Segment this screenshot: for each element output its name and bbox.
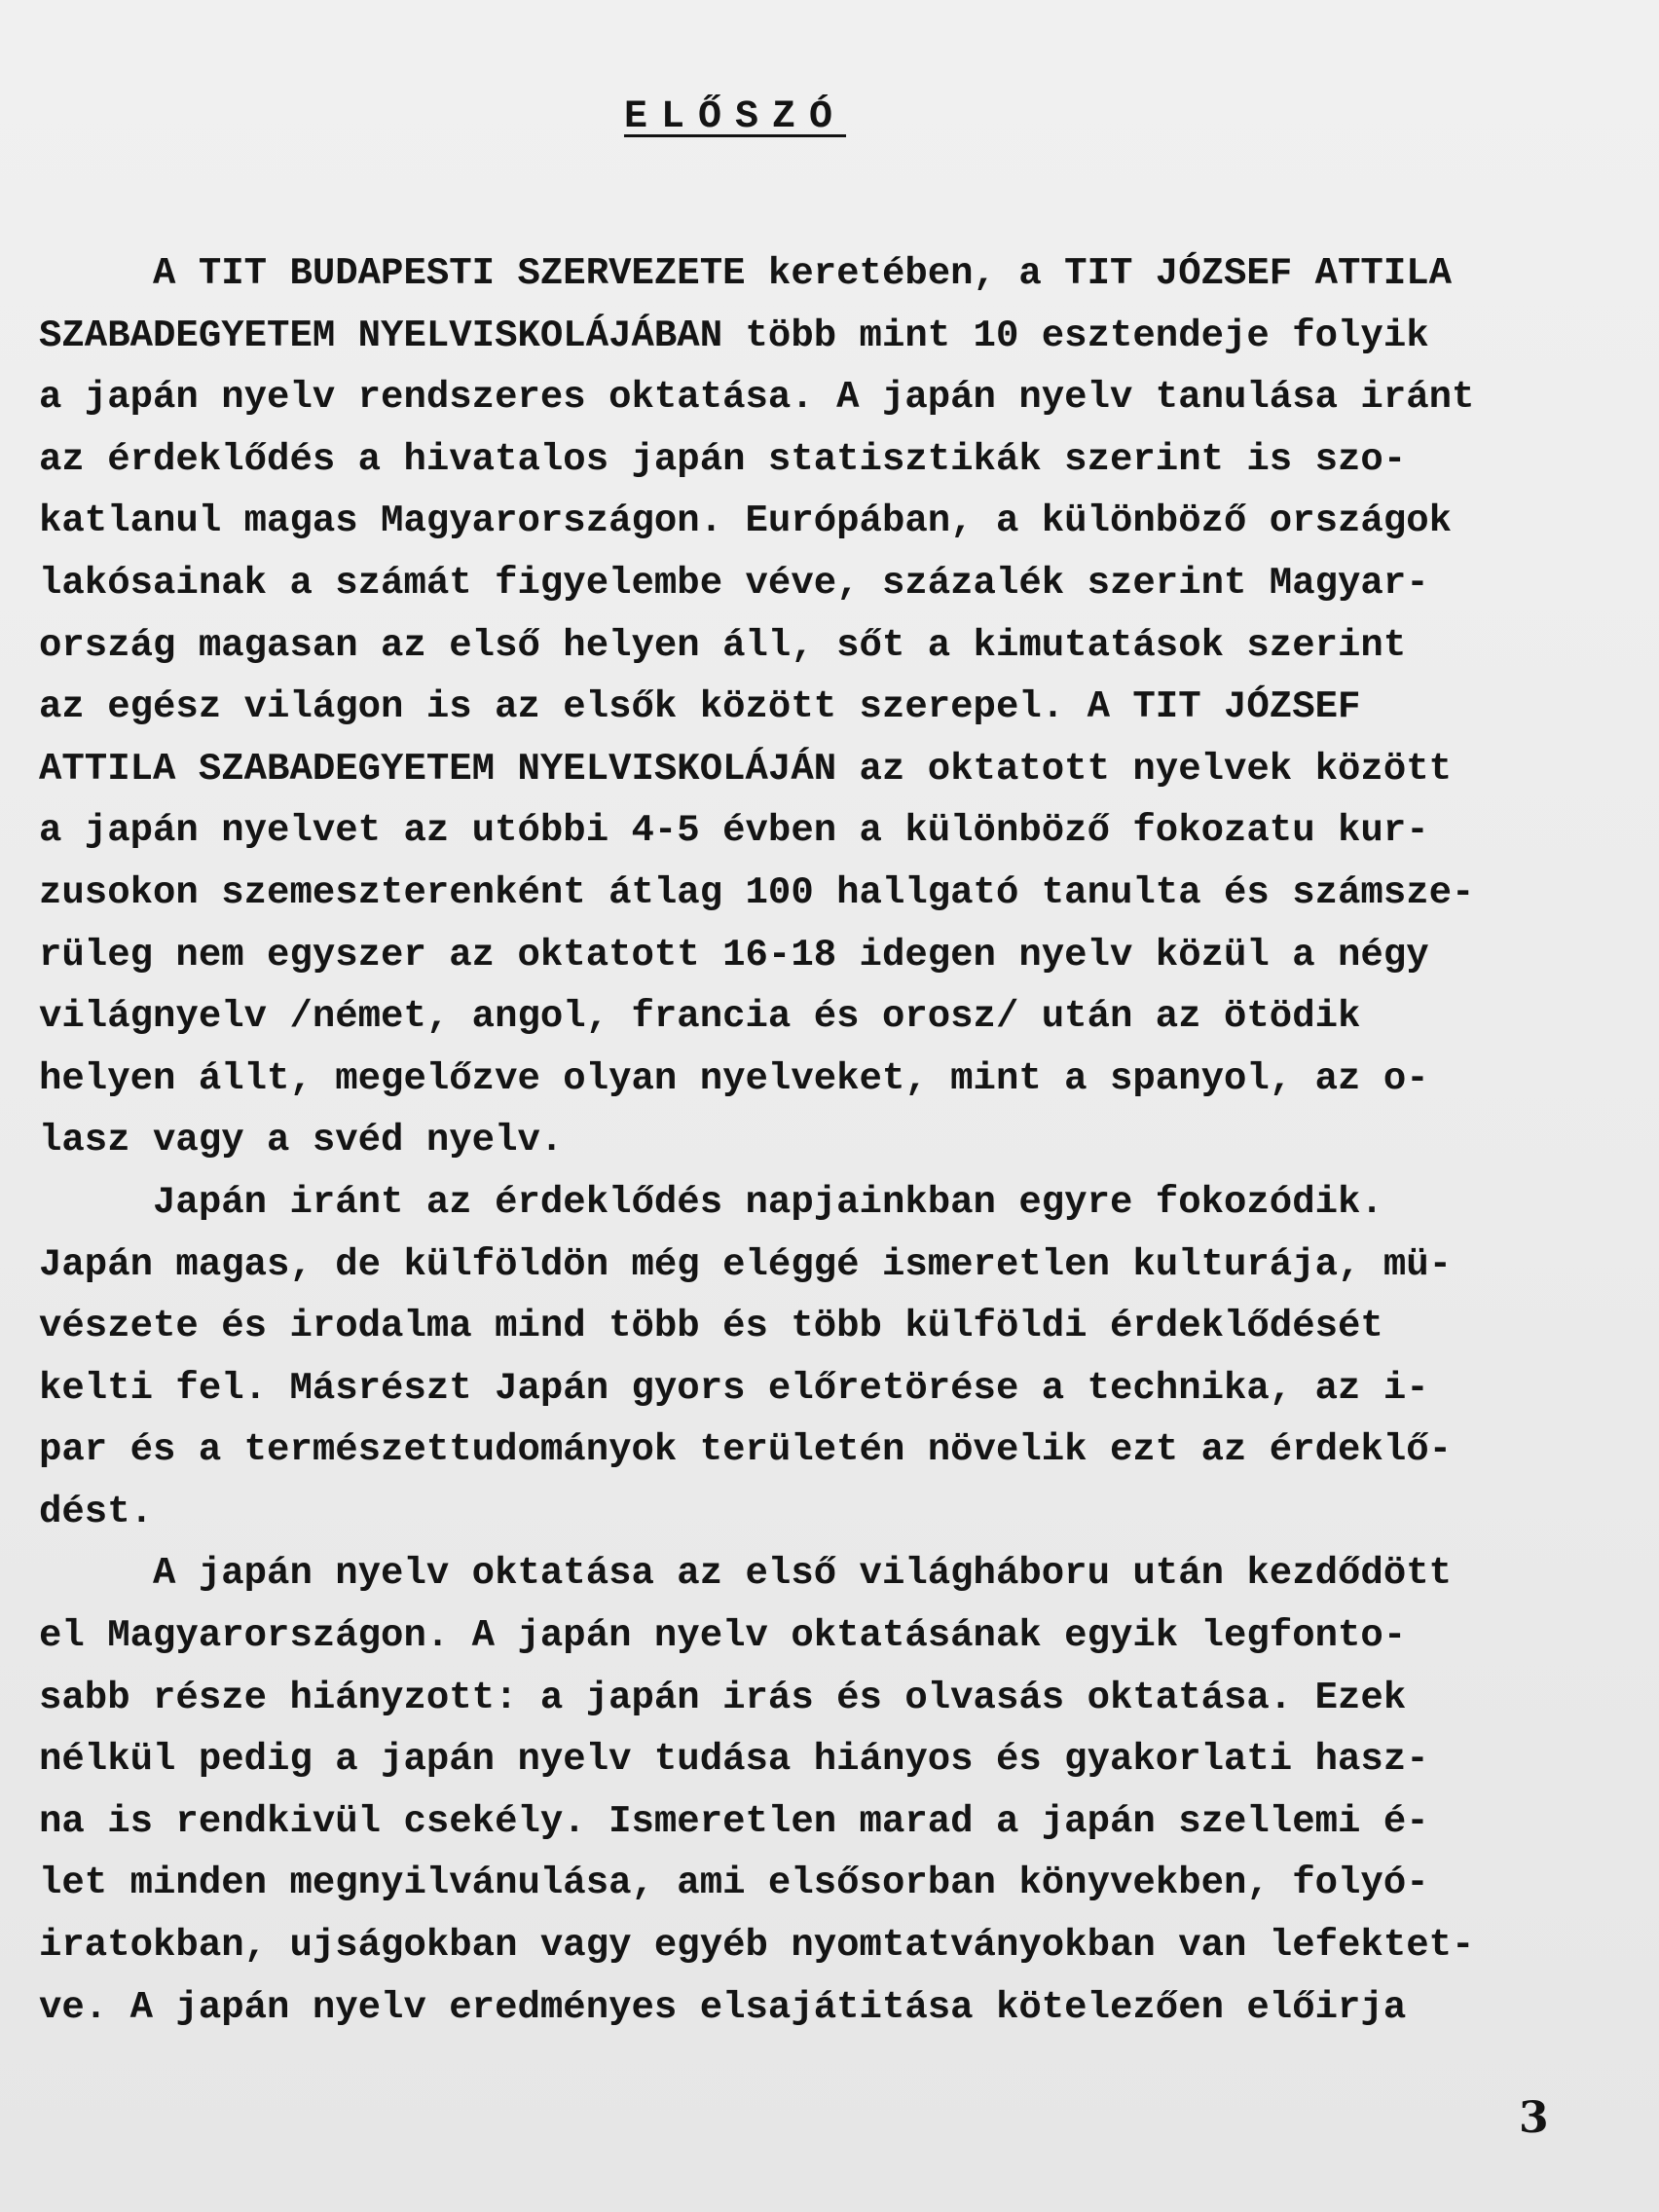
text-line: világnyelv /német, angol, francia és orosz/ után az ötödik	[39, 995, 1361, 1039]
text-line: par és a természettudományok területén növelik ezt az érdeklő-	[39, 1428, 1453, 1472]
text-line: a japán nyelvet az utóbbi 4-5 évben a különböző fokozatu kur-	[39, 809, 1429, 853]
text-line: dést.	[39, 1490, 154, 1533]
text-line: zusokon szemeszterenként átlag 100 hallgató tanulta és számsze-	[39, 870, 1475, 914]
body-text	[39, 243, 1636, 2039]
text-line: lasz vagy a svéd nyelv.	[39, 1119, 564, 1162]
text-line: na is rendkivül csekély. Ismeretlen marad a japán szellemi é-	[39, 1799, 1429, 1843]
text-line: kelti fel. Másrészt Japán gyors előretörése a technika, az i-	[39, 1366, 1429, 1410]
page-title: ELŐSZÓ	[623, 95, 847, 139]
text-line: vészete és irodalma mind több és több külföldi érdeklődését	[39, 1305, 1383, 1348]
page-number: 3	[1519, 2093, 1549, 2143]
text-line: katlanul magas Magyarországon. Európában, a különböző országok	[39, 499, 1453, 543]
text-line: ve. A japán nyelv eredményes elsajátitása kötelezően előirja	[39, 1985, 1407, 2029]
text-line: ország magasan az első helyen áll, sőt a kimutatások szerint	[39, 623, 1407, 667]
text-line: helyen állt, megelőzve olyan nyelveket, mint a spanyol, az o-	[39, 1056, 1429, 1100]
text-line: az egész világon is az elsők között szerepel. A TIT JÓZSEF	[39, 685, 1361, 729]
text-line: nélkül pedig a japán nyelv tudása hiányos és gyakorlati hasz-	[39, 1738, 1429, 1782]
text-line: el Magyarországon. A japán nyelv oktatásának egyik legfonto-	[39, 1614, 1407, 1658]
text-line: iratokban, ujságokban vagy egyéb nyomtatványokban van lefektet-	[39, 1924, 1475, 1968]
text-line: lakósainak a számát figyelembe véve, százalék szerint Magyar-	[39, 561, 1429, 605]
text-line: rüleg nem egyszer az oktatott 16-18 idegen nyelv közül a négy	[39, 933, 1429, 977]
text-line: let minden megnyilvánulása, ami elsősorban könyvekben, folyó-	[39, 1862, 1429, 1905]
text-line: sabb része hiányzott: a japán irás és olvasás oktatása. Ezek	[39, 1676, 1407, 1719]
text-line: Japán iránt az érdeklődés napjainkban egyre fokozódik.	[39, 1180, 1383, 1224]
text-line: A TIT BUDAPESTI SZERVEZETE keretében, a TIT JÓZSEF ATTILA	[39, 252, 1453, 295]
text-line: ATTILA SZABADEGYETEM NYELVISKOLÁJÁN az oktatott nyelvek között	[39, 747, 1453, 791]
text-line: a japán nyelv rendszeres oktatása. A japán nyelv tanulása iránt	[39, 376, 1475, 420]
text-line: SZABADEGYETEM NYELVISKOLÁJÁBAN több mint 10 esztendeje folyik	[39, 313, 1429, 357]
text-line: A japán nyelv oktatása az első világháboru után kezdődött	[39, 1552, 1453, 1596]
text-line: Japán magas, de külföldön még eléggé ismeretlen kulturája, mü-	[39, 1242, 1453, 1286]
text-line: az érdeklődés a hivatalos japán statisztikák szerint is szo-	[39, 437, 1407, 481]
